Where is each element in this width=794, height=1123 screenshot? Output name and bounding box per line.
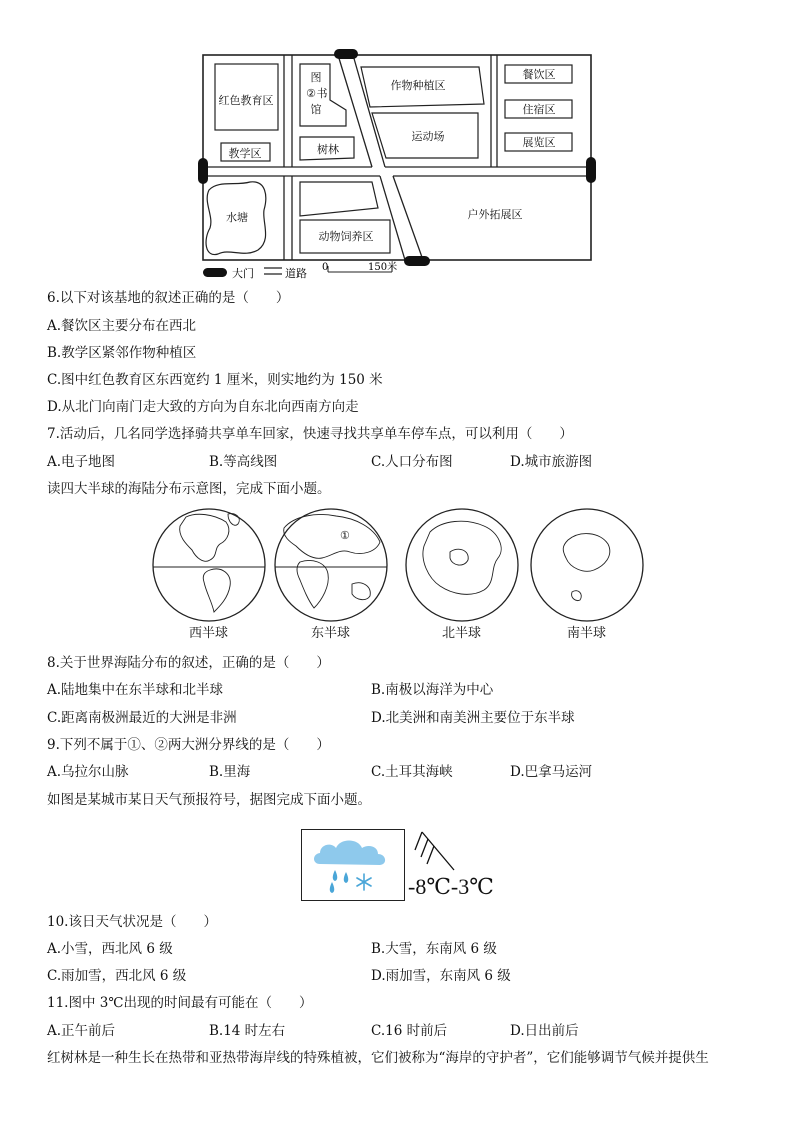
q9-option-d[interactable]: D.巴拿马运河 bbox=[510, 764, 593, 780]
label-pond: 水塘 bbox=[226, 211, 248, 224]
label-outdoor: 户外拓展区 bbox=[467, 208, 523, 221]
q8-option-a[interactable]: A.陆地集中在东半球和北半球 bbox=[47, 682, 224, 698]
rain-snow-icon bbox=[302, 830, 404, 900]
legend-road-symbol bbox=[264, 268, 282, 274]
scale-value: 150米 bbox=[368, 262, 398, 273]
globe-western bbox=[153, 509, 265, 621]
label-library-mark: ② bbox=[306, 87, 316, 100]
intro-weather: 如图是某城市某日天气预报符号，据图完成下面小题。 bbox=[47, 792, 371, 808]
q8-option-c[interactable]: C.距离南极洲最近的大洲是非洲 bbox=[47, 710, 237, 726]
label-library-3: 馆 bbox=[310, 103, 322, 116]
label-animal: 动物饲养区 bbox=[318, 230, 374, 243]
temperature-range: -8℃-3℃ bbox=[408, 874, 494, 899]
q11-option-b[interactable]: B.14 时左右 bbox=[209, 1023, 286, 1039]
label-dining: 餐饮区 bbox=[522, 68, 556, 81]
label-library-1: 图 bbox=[310, 71, 322, 84]
q11-option-d[interactable]: D.日出前后 bbox=[510, 1023, 579, 1039]
q8-stem: 8.关于世界海陆分布的叙述，正确的是（ ） bbox=[47, 655, 330, 671]
q7-stem: 7.活动后，几名同学选择骑共享单车回家，快速寻找共享单车停车点，可以利用（ ） bbox=[47, 426, 573, 442]
q9-option-b[interactable]: B.里海 bbox=[209, 764, 251, 780]
intro-hemispheres: 读四大半球的海陆分布示意图，完成下面小题。 bbox=[47, 481, 331, 497]
label-teaching: 教学区 bbox=[228, 147, 262, 160]
q10-option-d[interactable]: D.雨加雪，东南风 6 级 bbox=[371, 968, 511, 984]
q10-option-a[interactable]: A.小雪，西北风 6 级 bbox=[47, 941, 173, 957]
label-southern-hemisphere: 南半球 bbox=[567, 626, 607, 641]
gate-west bbox=[198, 158, 208, 184]
q9-option-c[interactable]: C.土耳其海峡 bbox=[371, 764, 453, 780]
q6-option-a[interactable]: A.餐饮区主要分布在西北 bbox=[47, 318, 197, 334]
wind-barb-icon bbox=[412, 822, 462, 874]
hemispheres-figure bbox=[150, 506, 645, 624]
q6-stem: 6.以下对该基地的叙述正确的是（ ） bbox=[47, 290, 290, 306]
continent-marker-1: ① bbox=[340, 529, 350, 542]
label-western-hemisphere: 西半球 bbox=[189, 626, 229, 641]
q7-option-c[interactable]: C.人口分布图 bbox=[371, 454, 453, 470]
label-trees: 树林 bbox=[317, 143, 339, 156]
gate-south bbox=[404, 256, 430, 266]
q7-option-b[interactable]: B.等高线图 bbox=[209, 454, 278, 470]
scale-zero: 0 bbox=[322, 262, 329, 273]
globe-eastern bbox=[275, 509, 387, 621]
q11-option-a[interactable]: A.正午前后 bbox=[47, 1023, 116, 1039]
q9-option-a[interactable]: A.乌拉尔山脉 bbox=[47, 764, 129, 780]
campus-map bbox=[195, 44, 605, 284]
legend-road-label: 道路 bbox=[285, 267, 307, 280]
q8-option-b[interactable]: B.南极以海洋为中心 bbox=[371, 682, 494, 698]
q10-option-c[interactable]: C.雨加雪，西北风 6 级 bbox=[47, 968, 187, 984]
q10-stem: 10.该日天气状况是（ ） bbox=[47, 914, 217, 930]
label-eastern-hemisphere: 东半球 bbox=[311, 626, 351, 641]
legend-gate-symbol bbox=[203, 268, 227, 277]
q10-option-b[interactable]: B.大雪，东南风 6 级 bbox=[371, 941, 497, 957]
label-lodging: 住宿区 bbox=[522, 103, 556, 116]
q11-option-c[interactable]: C.16 时前后 bbox=[371, 1023, 448, 1039]
label-exhibition: 展览区 bbox=[522, 136, 556, 149]
mangrove-intro-text: 红树林是一种生长在热带和亚热带海岸线的特殊植被，它们被称为“海岸的守护者”，它们能够调节气候并提供生 bbox=[47, 1050, 709, 1066]
q9-stem: 9.下列不属于①、②两大洲分界线的是（ ） bbox=[47, 737, 330, 753]
label-crops: 作物种植区 bbox=[390, 79, 446, 92]
gate-east bbox=[586, 157, 596, 183]
label-sports: 运动场 bbox=[411, 130, 445, 143]
q11-stem: 11.图中 3℃出现的时间最有可能在（ ） bbox=[47, 995, 313, 1011]
legend-gate-label: 大门 bbox=[232, 267, 254, 280]
label-northern-hemisphere: 北半球 bbox=[442, 626, 482, 641]
q7-option-d[interactable]: D.城市旅游图 bbox=[510, 454, 593, 470]
q7-option-a[interactable]: A.电子地图 bbox=[47, 454, 116, 470]
q6-option-d[interactable]: D.从北门向南门走大致的方向为自东北向西南方向走 bbox=[47, 399, 359, 415]
snowflake-icon bbox=[357, 874, 371, 890]
weather-symbol-box bbox=[301, 829, 405, 901]
q6-option-c[interactable]: C.图中红色教育区东西宽约 1 厘米，则实地约为 150 米 bbox=[47, 372, 383, 388]
q8-option-d[interactable]: D.北美洲和南美洲主要位于东半球 bbox=[371, 710, 575, 726]
label-library-2: 书 bbox=[316, 87, 328, 100]
globe-southern bbox=[531, 509, 643, 621]
label-red-education: 红色教育区 bbox=[218, 94, 274, 107]
gate-north bbox=[334, 49, 358, 59]
zone-forest-east bbox=[300, 182, 378, 216]
q6-option-b[interactable]: B.教学区紧邻作物种植区 bbox=[47, 345, 197, 361]
